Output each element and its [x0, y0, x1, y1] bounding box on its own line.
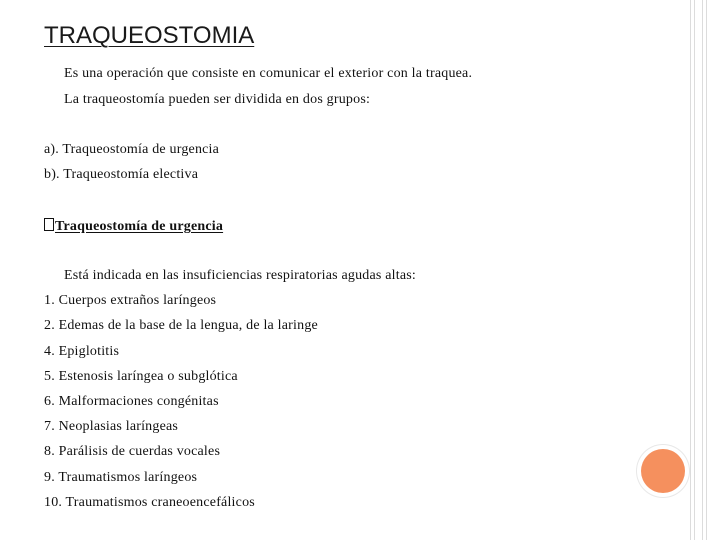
border-line [694, 0, 695, 540]
list-item: 8. Parálisis de cuerdas vocales [44, 444, 221, 459]
indication-line: Está indicada en las insuficiencias respiratorias agudas altas: [64, 268, 416, 283]
list-item: 2. Edemas de la base de la lengua, de la laringe [44, 318, 318, 333]
border-line [706, 0, 707, 540]
accent-circle [641, 449, 685, 493]
subheading: Traqueostomía de urgencia [55, 219, 224, 234]
group-item: b). Traqueostomía electiva [44, 167, 199, 182]
list-item: 10. Traumatismos craneoencefálicos [44, 495, 255, 510]
bullet-box-icon [44, 218, 54, 231]
slide-title: TRAQUEOSTOMIA [44, 22, 255, 49]
list-item: 5. Estenosis laríngea o subglótica [44, 369, 238, 384]
intro-line: La traqueostomía pueden ser dividida en dos grupos: [64, 92, 371, 107]
list-item: 4. Epiglotitis [44, 344, 120, 359]
subheading-row [44, 218, 223, 235]
list-item: 9. Traumatismos laríngeos [44, 470, 198, 485]
list-item: 6. Malformaciones congénitas [44, 394, 219, 409]
border-line [702, 0, 703, 540]
border-line [690, 0, 691, 540]
group-item: a). Traqueostomía de urgencia [44, 142, 220, 157]
list-item: 7. Neoplasias laríngeas [44, 419, 179, 434]
intro-line: Es una operación que consiste en comunicar el exterior con la traquea. [64, 66, 473, 81]
list-item: 1. Cuerpos extraños laríngeos [44, 293, 217, 308]
